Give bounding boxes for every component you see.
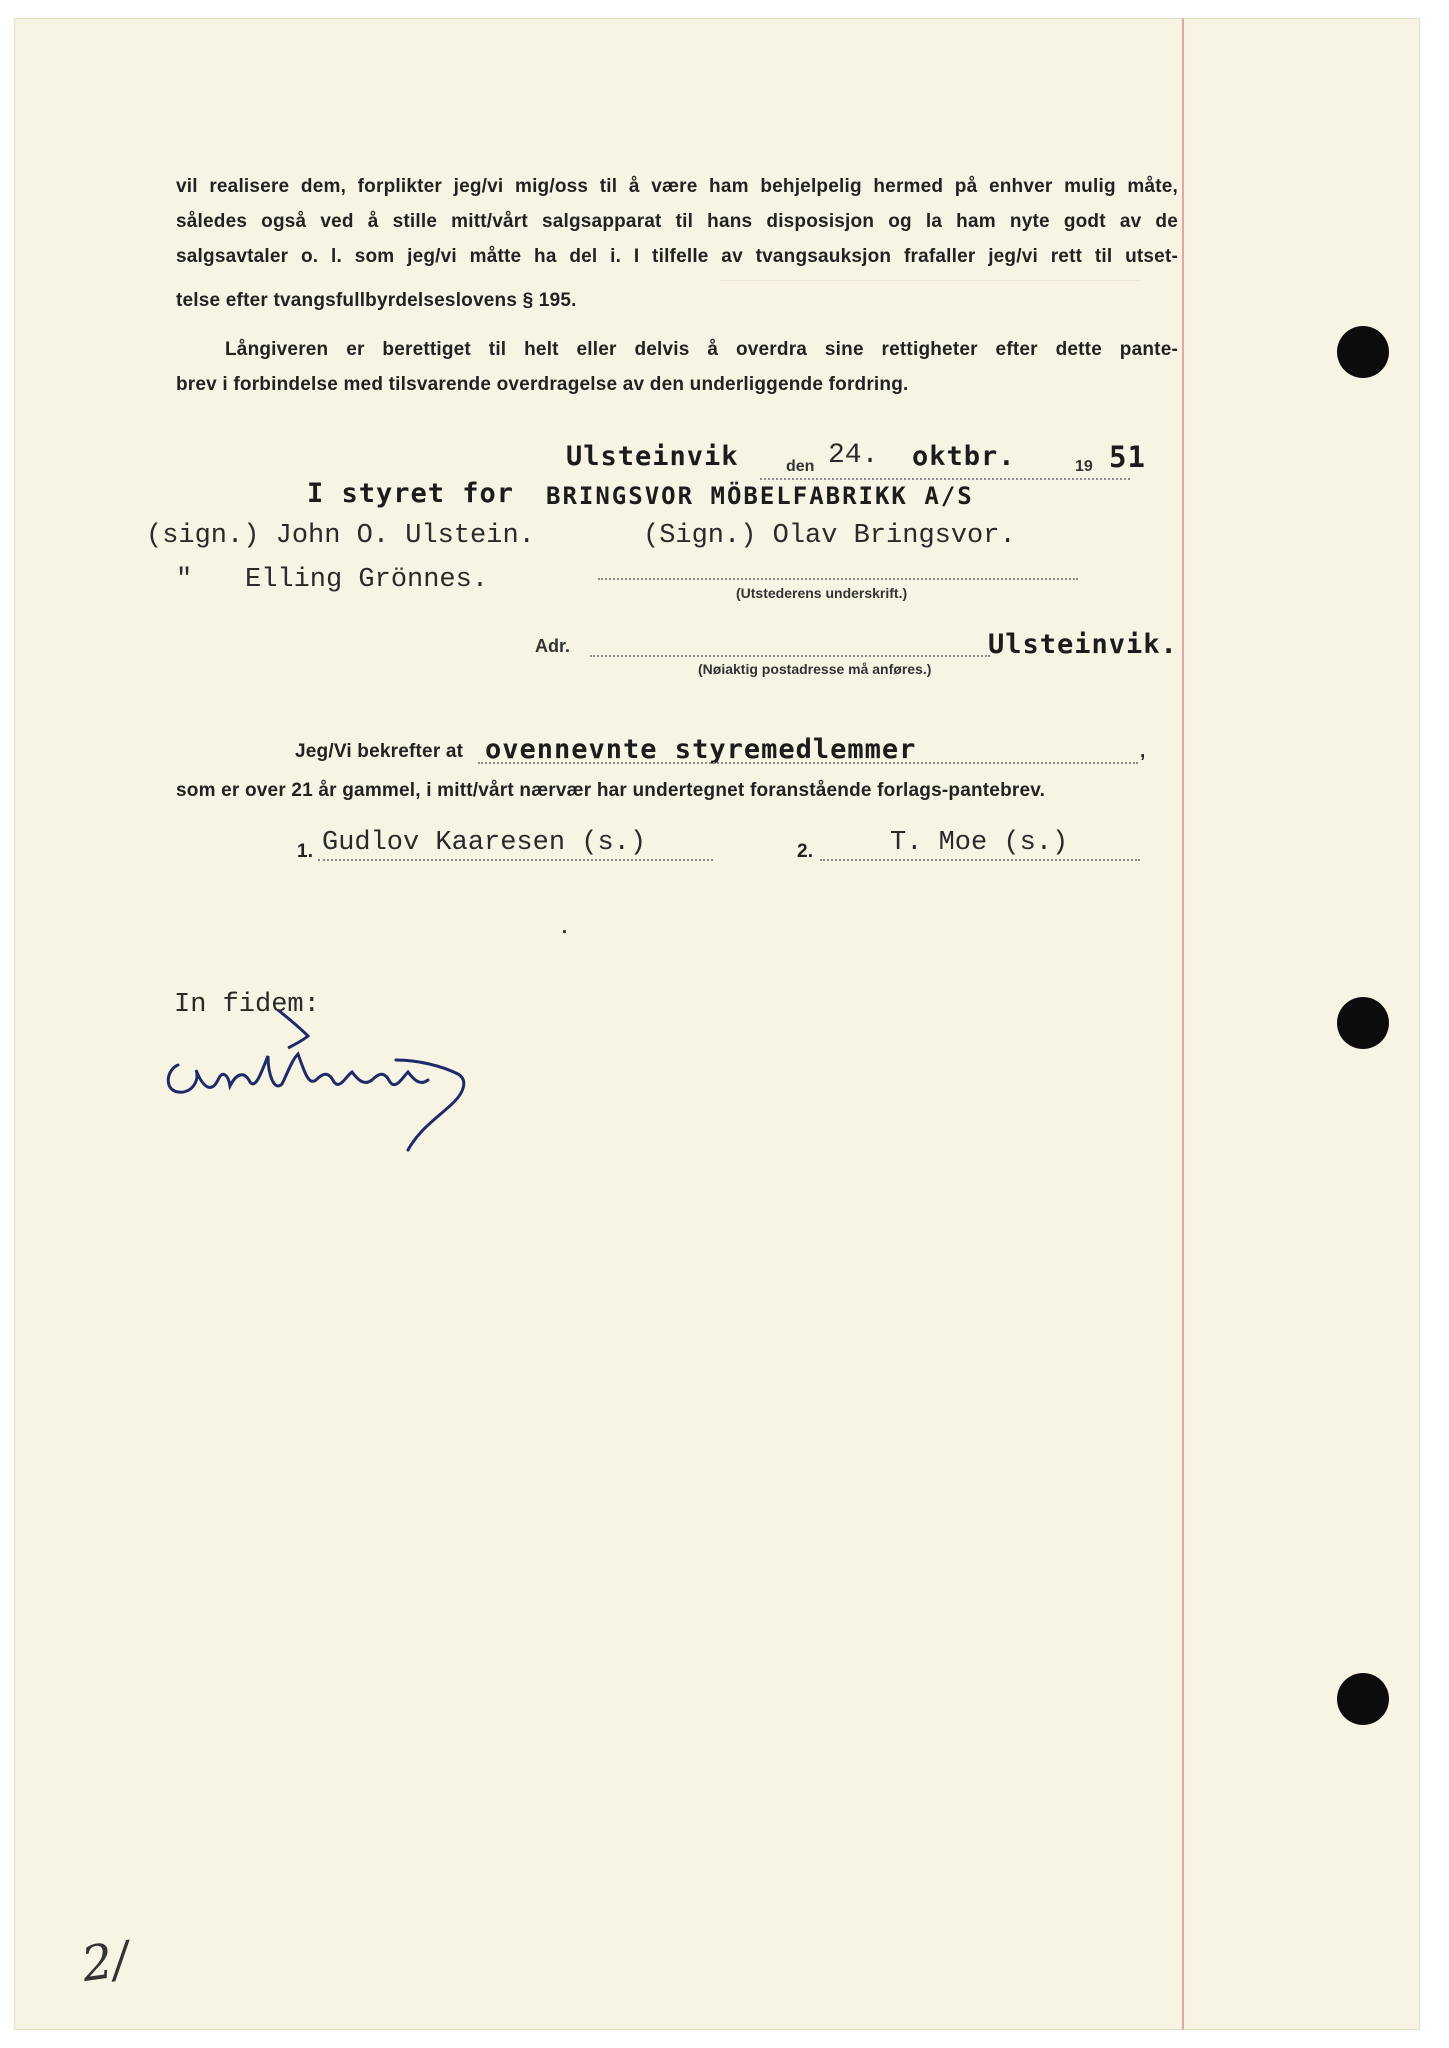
paragraph-line-3: salgsavtaler o. l. som jeg/vi måtte ha del i. I tilfelle av tvangsauksjon frafaller jeg/vi rett til utset-	[176, 246, 1178, 267]
year-suffix: 51	[1109, 440, 1146, 474]
address-dotted-line	[590, 655, 990, 657]
witness-2: T. Moe (s.)	[890, 828, 1069, 858]
adr-label: Adr.	[535, 636, 571, 656]
signature-dotted-line	[598, 578, 1078, 580]
paragraph-line-2: således også ved å stille mitt/vårt salgsapparat til hans disposisjon og la ham nyte godt av de	[176, 211, 1178, 232]
date-month: oktbr.	[912, 441, 1016, 472]
witness-number-2: 2.	[797, 841, 814, 862]
confirmation-dotted-line	[478, 762, 1138, 764]
date-dotted-line	[760, 478, 1130, 480]
witness-number-1: 1.	[297, 841, 314, 862]
punch-hole-middle	[1337, 997, 1389, 1049]
ditto-mark: "	[176, 565, 193, 595]
punch-hole-top	[1337, 326, 1389, 378]
utstederens-label: (Utstederens underskrift.)	[736, 585, 908, 601]
year-prefix: 19	[1075, 458, 1093, 475]
den-label: den	[786, 458, 815, 475]
postadresse-label: (Nøiaktig postadresse må anføres.)	[698, 661, 932, 677]
paragraph-line-6: brev i forbindelse med tilsvarende overdragelse av den underliggende fordring.	[176, 374, 909, 395]
corner-handwritten-mark: 2/	[78, 1931, 133, 1993]
handwritten-signature	[158, 1000, 578, 1170]
signature-elling-gronnes: Elling Grönnes.	[245, 565, 489, 595]
stray-dot	[563, 930, 566, 933]
paragraph-line-5: Långiveren er berettiget til helt eller delvis å overdra sine rettigheter efter dette pante-	[225, 339, 1178, 360]
signature-olav-bringsvor: (Sign.) Olav Bringsvor.	[643, 521, 1016, 551]
date-day: 24.	[828, 440, 879, 471]
witness-1-dotted-line	[318, 859, 713, 861]
board-prefix: I styret for	[307, 478, 515, 509]
witness-2-dotted-line	[820, 859, 1140, 861]
confirmation-trail: ,	[1140, 741, 1146, 762]
address-value: Ulsteinvik.	[988, 629, 1178, 660]
confirmation-line-2: som er over 21 år gammel, i mitt/vårt nærvær har undertegnet foranstående forlags-pantebrev.	[176, 780, 1046, 801]
confirmation-lead: Jeg/Vi bekrefter at	[295, 741, 464, 762]
red-margin-line	[1182, 18, 1184, 2030]
paragraph-line-4: telse efter tvangsfullbyrdelseslovens § 195.	[176, 290, 577, 311]
signature-john-ulstein: (sign.) John O. Ulstein.	[146, 521, 535, 551]
place-stamp: Ulsteinvik	[566, 441, 739, 472]
witness-1: Gudlov Kaaresen (s.)	[322, 828, 647, 858]
punch-hole-bottom	[1337, 1673, 1389, 1725]
confirmation-filled: ovennevnte styremedlemmer	[485, 734, 917, 765]
company-name: BRINGSVOR MÖBELFABRIKK A/S	[546, 482, 974, 510]
paragraph-line-1: vil realisere dem, forplikter jeg/vi mig/oss til å være ham behjelpelig hermed på enhver mulig måte,	[176, 176, 1178, 197]
in-fidem-label: In fidem:	[174, 990, 320, 1020]
